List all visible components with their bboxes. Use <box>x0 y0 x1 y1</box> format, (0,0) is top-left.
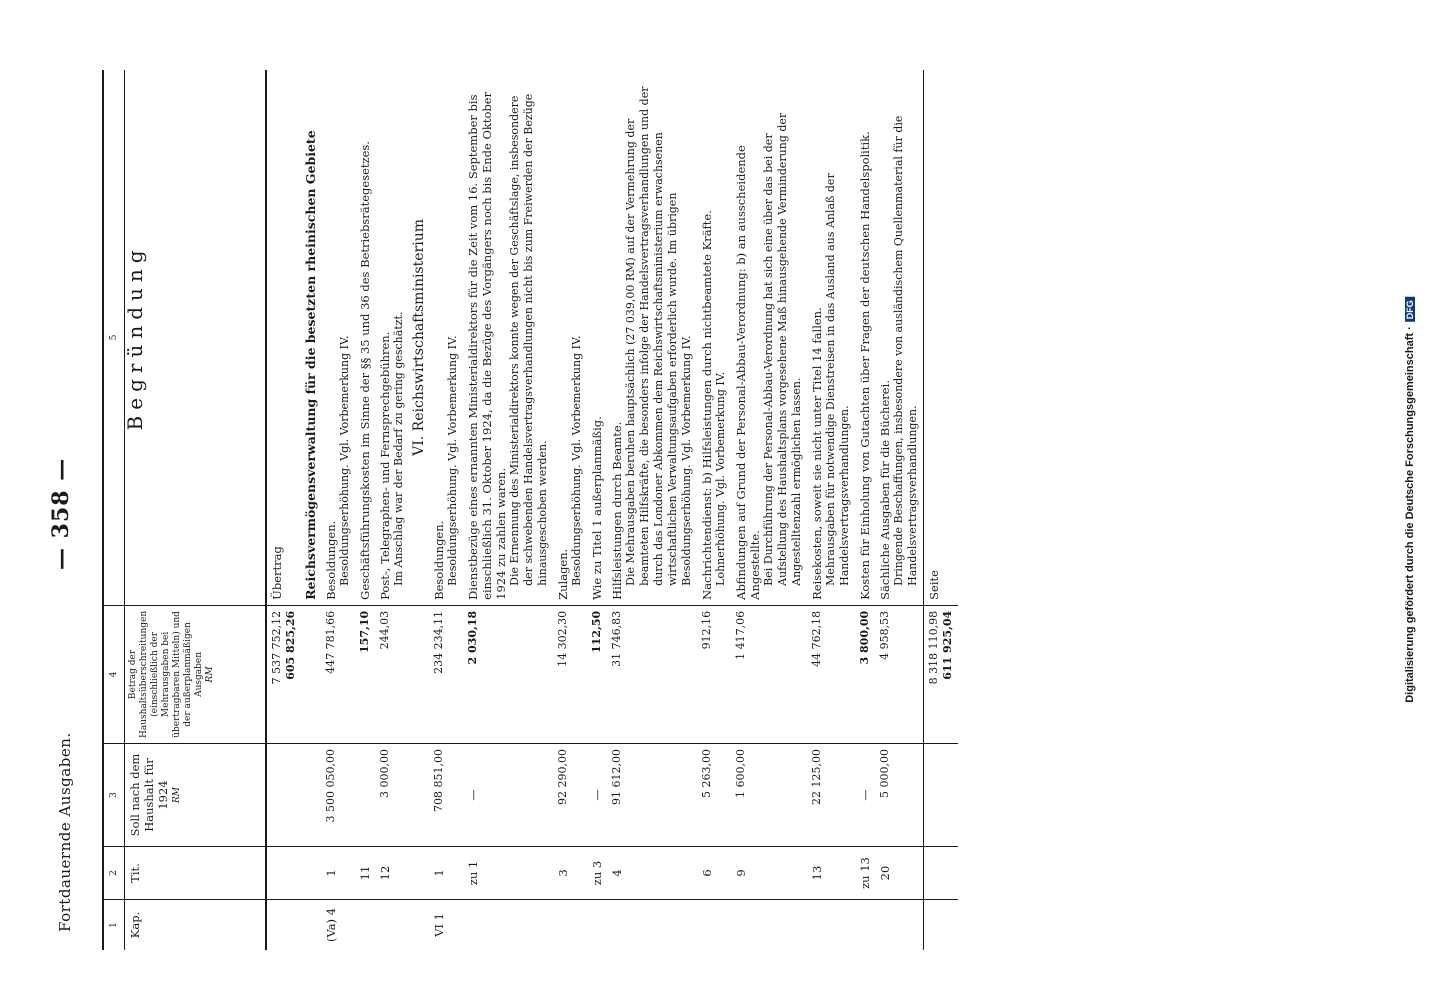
kap-cell <box>266 900 301 951</box>
begruendung-cell <box>553 70 587 605</box>
page-header-title: Fortdauernde Ausgaben. <box>56 732 74 932</box>
begruendung-note: Mehrausgaben für notwendige Dienstreisen in das Ausland aus Anlaß der Handelsvertragsverhandlungen. <box>824 173 851 586</box>
betrag-cell: 1 417,06 <box>731 605 807 743</box>
digitization-text: Digitalisierung gefördert durch die Deutsche Forschungsgemeinschaft · <box>1404 326 1416 703</box>
kap-cell <box>355 900 375 951</box>
total-betrag-cell <box>924 605 959 743</box>
begruendung-cell: Kosten für Einholung von Gutachten über Fragen der deutschen Handelspolitik. <box>855 70 875 605</box>
section-heading: Reichsvermögensverwaltung für die besetzten rheinischen Gebiete <box>301 70 321 605</box>
table-row <box>429 70 463 950</box>
kap-cell <box>697 900 731 951</box>
column-number: 2 <box>103 847 125 900</box>
begruendung-note: Die Mehrausgaben beruhen hauptsächlich (27 039,00 RM) auf der Vermehrung der beamteten Hilfskräfte, die besonders infolge der Handelsvertragsverhandlungen und der durch das Londoner Abkommen dem Reichswirtschaftsministerium erwachsenen wirtschaftlichen Verwaltungsaufgaben erforderlich wurde. Im übrigen Besoldungserhöhung. Vgl. Vorbemerkung IV. <box>624 86 693 586</box>
table-row <box>697 70 731 950</box>
table-row <box>855 70 875 950</box>
betrag-cell: 2 030,18 <box>463 605 553 743</box>
begruendung-note: Die Ernennung des Ministerialdirektors konnte wegen der Geschäftslage, insbesondere der schwebenden Handelsvertragsverhandlungen nicht bis zum Freiwerden der Bezüge hinausgeschoben werden. <box>508 93 549 586</box>
table-row <box>875 70 924 950</box>
begruendung-cell: Wie zu Titel 1 außerplanmäßig. <box>587 70 607 605</box>
header-begruendung: Begründung <box>125 70 267 605</box>
table-row <box>587 70 607 950</box>
kap-cell <box>731 900 807 951</box>
column-number-row <box>103 70 125 950</box>
kap-cell <box>875 900 924 951</box>
header-betrag <box>125 605 267 743</box>
soll-cell <box>266 744 301 847</box>
soll-cell: — <box>855 744 875 847</box>
begruendung-cell <box>731 70 807 605</box>
soll-cell: — <box>463 744 553 847</box>
betrag-cell: 234 234,11 <box>429 605 463 743</box>
column-number: 4 <box>103 605 125 743</box>
dfg-logo: DFG <box>1405 297 1415 322</box>
kap-cell <box>301 900 321 951</box>
kap-cell: VI 1 <box>432 913 446 937</box>
betrag-cell <box>409 605 429 743</box>
betrag-cell: 4 958,53 <box>875 605 924 743</box>
begruendung-cell <box>463 70 553 605</box>
total-label: Seite <box>924 70 959 605</box>
header-tit: Tit. <box>125 847 267 900</box>
kap-cell: (Va) 4 <box>324 907 338 943</box>
begruendung-note: Lohnerhöhung. Vgl. Vorbemerkung IV. <box>714 371 727 586</box>
table-row <box>355 70 375 950</box>
begruendung-text: Abfindungen auf Grund der Personal-Abbau-Verordnung: b) an ausscheidende Angestellte. <box>734 145 762 600</box>
begruendung-note: Besoldungserhöhung. Vgl. Vorbemerkung IV. <box>446 335 459 586</box>
begruendung-note: Besoldungserhöhung. Vgl. Vorbemerkung IV. <box>570 335 583 586</box>
soll-cell: 5 000,00 <box>875 744 924 847</box>
kap-cell <box>587 900 607 951</box>
tit-cell: zu 3 <box>587 847 607 900</box>
table-row <box>321 70 355 950</box>
begruendung-cell <box>321 70 355 605</box>
header-kap: Kap. <box>125 900 267 951</box>
digitization-note <box>1404 297 1416 703</box>
begruendung-text: Post-, Telegraphen- und Fernsprechgebühren. <box>378 331 392 600</box>
tit-cell: zu 1 <box>463 847 553 900</box>
kap-cell <box>375 900 409 951</box>
table-row <box>807 70 855 950</box>
total-spacer <box>924 744 959 847</box>
page-number: — 358 — <box>48 457 74 570</box>
tit-cell: 1 <box>321 847 355 900</box>
betrag-value-ausserplanmaessig: 605 825,26 <box>284 610 297 680</box>
soll-cell: 92 290,00 <box>553 744 587 847</box>
soll-cell: 5 263,00 <box>697 744 731 847</box>
column-header-row <box>125 70 267 950</box>
soll-cell: 91 612,00 <box>607 744 697 847</box>
begruendung-cell <box>607 70 697 605</box>
total-betrag-ausserplanmaessig: 611 925,04 <box>941 610 954 680</box>
total-spacer <box>924 847 959 900</box>
kap-cell <box>855 900 875 951</box>
tit-cell <box>266 847 301 900</box>
soll-cell <box>355 744 375 847</box>
tit-cell <box>409 847 429 900</box>
soll-cell <box>409 744 429 847</box>
betrag-cell <box>266 605 301 743</box>
tit-cell: 9 <box>731 847 807 900</box>
begruendung-note: Dringende Beschaffungen, insbesondere von ausländischem Quellenmaterial für die Handelsvertragsverhandlungen. <box>892 115 919 586</box>
header-betrag-unit: RM <box>205 666 215 683</box>
column-number: 3 <box>103 744 125 847</box>
begruendung-cell <box>429 70 463 605</box>
tit-cell: 12 <box>375 847 409 900</box>
betrag-cell: 157,10 <box>355 605 375 743</box>
tit-cell: 4 <box>607 847 697 900</box>
table-row <box>731 70 807 950</box>
begruendung-text: Nachrichtendienst: b) Hilfsleistungen durch nichtbeamtete Kräfte. <box>700 210 714 600</box>
soll-cell <box>301 744 321 847</box>
tit-cell: 3 <box>553 847 587 900</box>
betrag-cell: 3 800,00 <box>855 605 875 743</box>
begruendung-text: Zulagen. <box>556 548 570 600</box>
begruendung-cell <box>375 70 409 605</box>
total-betrag: 8 318 110,98 <box>927 610 940 685</box>
begruendung-text: Dienstbezüge eines ernannten Ministerialdirektors für die Zeit vom 16. September bis einschließlich 31. Oktober 1924, da die Bezüge des Vorgängers noch bis Ende Oktober 1924 zu zahlen waren. <box>466 91 508 600</box>
betrag-cell: 44 762,18 <box>807 605 855 743</box>
begruendung-note: Bei Durchführung der Personal-Abbau-Verordnung hat sich eine über das bei der Aufstellung des Haushaltsplans vorgesehene Maß hinausgehende Verminderung der Angestelltenzahl ermöglichen lassen. <box>762 112 803 586</box>
soll-cell: — <box>587 744 607 847</box>
table-row <box>409 70 429 950</box>
total-spacer <box>924 900 959 951</box>
tit-cell: 13 <box>807 847 855 900</box>
begruendung-cell <box>875 70 924 605</box>
betrag-cell: 912,16 <box>697 605 731 743</box>
kap-cell <box>409 900 429 951</box>
total-row <box>924 70 959 950</box>
column-number: 1 <box>103 900 125 951</box>
tit-cell: 11 <box>355 847 375 900</box>
table-row <box>266 70 301 950</box>
table-row <box>301 70 321 950</box>
begruendung-cell <box>807 70 855 605</box>
table-row <box>375 70 409 950</box>
betrag-cell <box>301 605 321 743</box>
betrag-cell: 112,50 <box>587 605 607 743</box>
header-soll-unit: RM <box>172 787 182 803</box>
kap-cell <box>553 900 587 951</box>
begruendung-cell: Übertrag <box>266 70 301 605</box>
section-heading: VI. Reichswirtschaftsministerium <box>409 70 429 605</box>
header-betrag-text: Betrag der Haushaltsüberschreitungen (einschließlich der Mehrausgaben bei übertragbaren Mitteln) und der außerplanmäßigen Ausgaben <box>128 610 204 738</box>
tit-cell <box>301 847 321 900</box>
begruendung-cell: Geschäftsführungskosten im Sinne der §§ 35 und 36 des Betriebsrätegesetzes. <box>355 70 375 605</box>
begruendung-note: Im Anschlag war der Bedarf zu gering geschätzt. <box>392 311 405 586</box>
kap-cell <box>807 900 855 951</box>
begruendung-cell <box>697 70 731 605</box>
betrag-value: 7 537 752,12 <box>270 610 283 685</box>
begruendung-text: Besoldungen. <box>432 520 446 600</box>
header-soll-text: Soll nach dem Haushalt für 1924 <box>128 753 170 837</box>
begruendung-text: Hilfsleistungen durch Beamte. <box>610 421 624 600</box>
soll-cell: 3 500 050,00 <box>321 744 355 847</box>
tit-cell: 6 <box>697 847 731 900</box>
table-row <box>463 70 553 950</box>
begruendung-text: Reisekosten, soweit sie nicht unter Titel 14 fallen. <box>810 307 824 600</box>
tit-cell: 1 <box>429 847 463 900</box>
tit-cell: zu 13 <box>855 847 875 900</box>
soll-cell: 708 851,00 <box>429 744 463 847</box>
begruendung-note: Besoldungserhöhung. Vgl. Vorbemerkung IV. <box>338 335 351 586</box>
column-number: 5 <box>103 70 125 605</box>
budget-table <box>102 70 958 950</box>
table-row <box>607 70 697 950</box>
betrag-cell: 14 302,30 <box>553 605 587 743</box>
soll-cell: 1 600,00 <box>731 744 807 847</box>
tit-cell: 20 <box>875 847 924 900</box>
begruendung-text: Sächliche Ausgaben für die Bücherei. <box>878 380 892 600</box>
betrag-cell: 244,03 <box>375 605 409 743</box>
betrag-cell: 447 781,66 <box>321 605 355 743</box>
table-row <box>553 70 587 950</box>
kap-cell <box>463 900 553 951</box>
header-soll <box>125 744 267 847</box>
soll-cell: 22 125,00 <box>807 744 855 847</box>
begruendung-text: Besoldungen. <box>324 520 338 600</box>
soll-cell: 3 000,00 <box>375 744 409 847</box>
kap-cell <box>607 900 697 951</box>
betrag-cell: 31 746,83 <box>607 605 697 743</box>
